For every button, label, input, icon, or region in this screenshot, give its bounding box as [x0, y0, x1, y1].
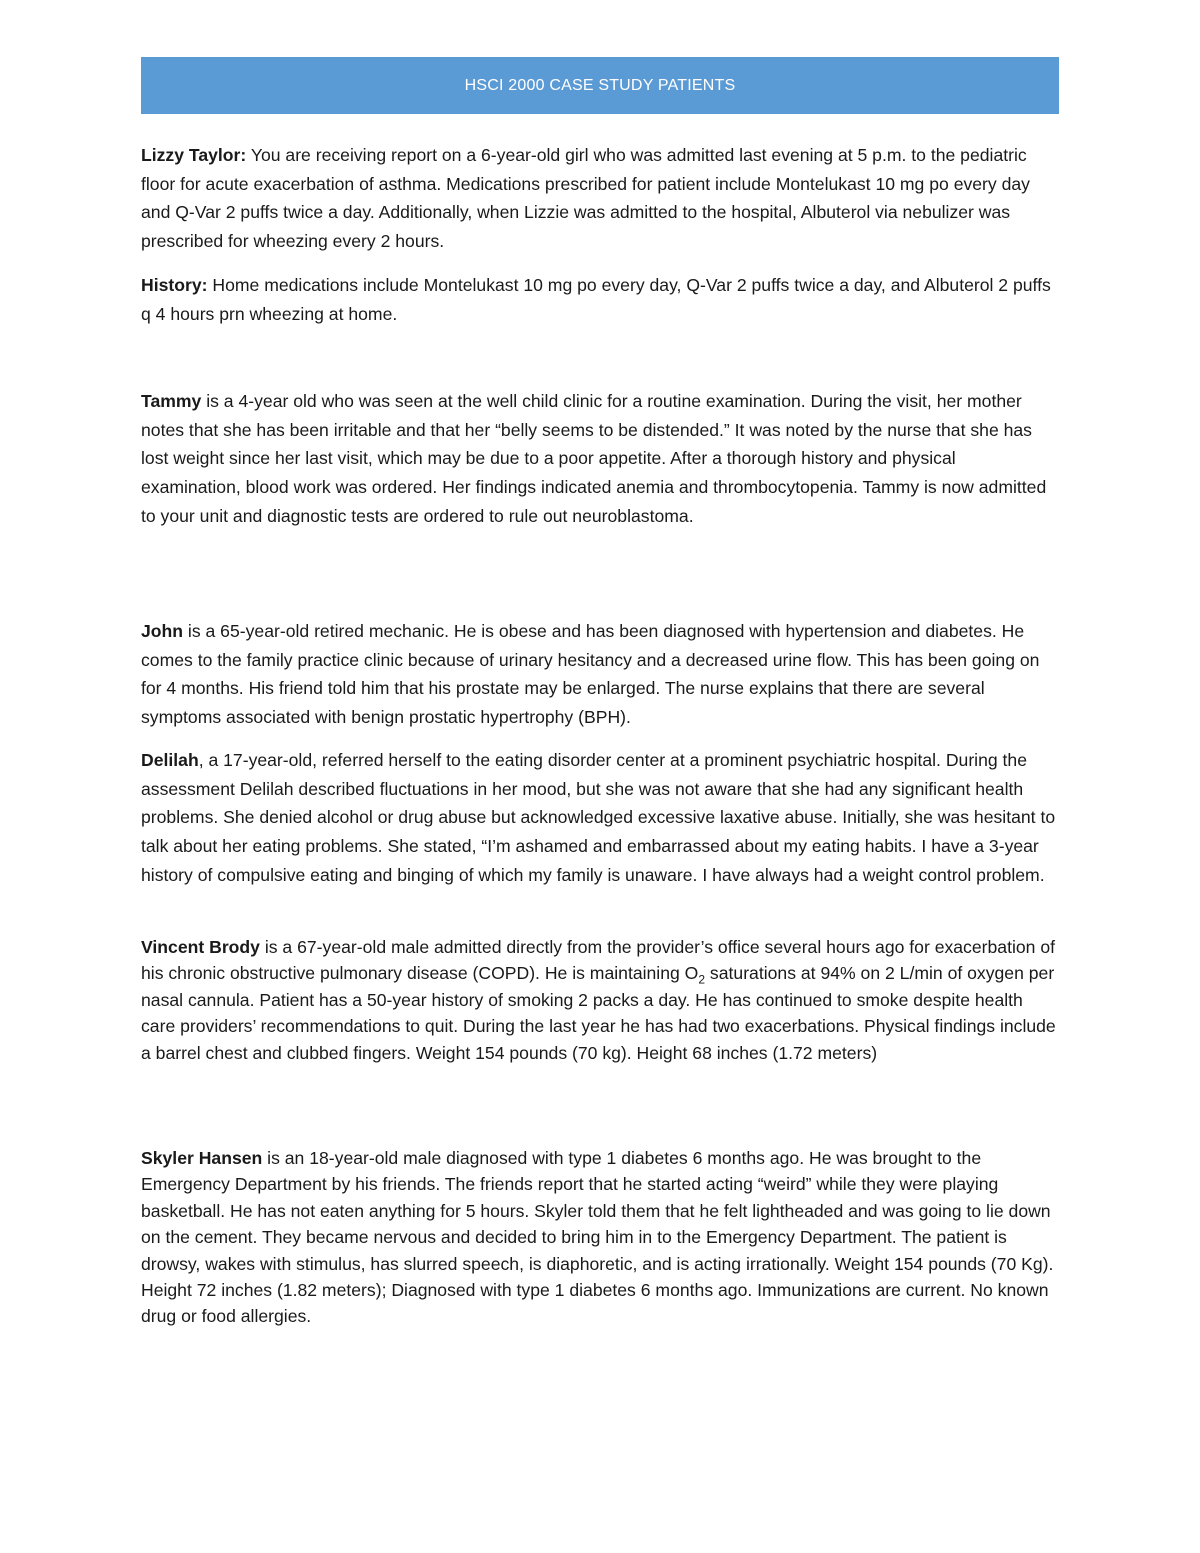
case-lizzy	[141, 141, 1059, 256]
case-name-john: John	[141, 621, 184, 641]
document-title: HSCI 2000 CASE STUDY PATIENTS	[464, 76, 736, 94]
case-text-vincent-1: is a 67-year-old male admitted directly from the provider’s office several hours ago for exacerbation of his chronic obstructive pulmonary disease (COPD). He is maintaining O	[141, 937, 1055, 984]
case-name-delilah: Delilah	[141, 750, 199, 770]
case-vincent	[141, 934, 1059, 1066]
case-delilah	[141, 746, 1059, 890]
subscript-2: 2	[698, 972, 706, 987]
case-name-lizzy: Lizzy Taylor:	[141, 145, 247, 165]
header-banner	[141, 57, 1059, 114]
case-history	[141, 271, 1059, 328]
case-text-delilah: , a 17-year-old, referred herself to the eating disorder center at a prominent psychiatric hospital. During the assessment Delilah described fluctuations in her mood, but she was not aware that she had any significant health problems. She denied alcohol or drug abuse but acknowledged excessive laxative abuse. Initially, she was hesitant to talk about her eating problems. She stated, “I’m ashamed and embarrassed about my eating habits. I have a 3-year history of compulsive eating and binging of which my family is unaware. I have always had a weight control problem.	[141, 750, 1056, 885]
case-text-vincent-2: saturations at 94% on 2 L/min of oxygen per nasal cannula. Patient has a 50-year history of smoking 2 packs a day. He has continued to smoke despite health care providers’ recommendations to quit. During the last year he has had two exacerbations. Physical findings include a barrel chest and clubbed fingers. Weight 154 pounds (70 kg). Height 68 inches (1.72 meters)	[141, 963, 1056, 1063]
history-label: History:	[141, 275, 208, 295]
case-name-tammy: Tammy	[141, 391, 202, 411]
case-text-john: is a 65-year-old retired mechanic. He is obese and has been diagnosed with hypertension and diabetes. He comes to the family practice clinic because of urinary hesitancy and a decreased urine flow. This has been going on for 4 months. His friend told him that his prostate may be enlarged. The nurse explains that there are several symptoms associated with benign prostatic hypertrophy (BPH).	[141, 621, 1040, 728]
history-text: Home medications include Montelukast 10 mg po every day, Q-Var 2 puffs twice a day, and Albuterol 2 puffs q 4 hours prn wheezing at home.	[141, 275, 1051, 324]
case-tammy	[141, 387, 1059, 531]
case-john	[141, 617, 1059, 732]
case-name-skyler: Skyler Hansen	[141, 1148, 263, 1168]
case-text-lizzy: You are receiving report on a 6-year-old girl who was admitted last evening at 5 p.m. to the pediatric floor for acute exacerbation of asthma. Medications prescribed for patient include Montelukast 10 mg po every day and Q-Var 2 puffs twice a day. Additionally, when Lizzie was admitted to the hospital, Albuterol via nebulizer was prescribed for wheezing every 2 hours.	[141, 145, 1030, 252]
case-text-tammy: is a 4-year old who was seen at the well child clinic for a routine examination. During the visit, her mother notes that she has been irritable and that her “belly seems to be distended.” It was noted by the nurse that she has lost weight since her last visit, which may be due to a poor appetite. After a thorough history and physical examination, blood work was ordered. Her findings indicated anemia and thrombocytopenia. Tammy is now admitted to your unit and diagnostic tests are ordered to rule out neuroblastoma.	[141, 391, 1047, 526]
case-name-vincent: Vincent Brody	[141, 937, 260, 957]
case-text-skyler: is an 18-year-old male diagnosed with type 1 diabetes 6 months ago. He was brought to the Emergency Department by his friends. The friends report that he started acting “weird” while they were playing basketball. He has not eaten anything for 5 hours. Skyler told them that he felt lightheaded and was going to lie down on the cement. They became nervous and decided to bring him in to the Emergency Department. The patient is drowsy, wakes with stimulus, has slurred speech, is diaphoretic, and is acting irrationally. Weight 154 pounds (70 Kg). Height 72 inches (1.82 meters); Diagnosed with type 1 diabetes 6 months ago. Immunizations are current. No known drug or food allergies.	[141, 1148, 1054, 1327]
case-skyler	[141, 1145, 1059, 1330]
